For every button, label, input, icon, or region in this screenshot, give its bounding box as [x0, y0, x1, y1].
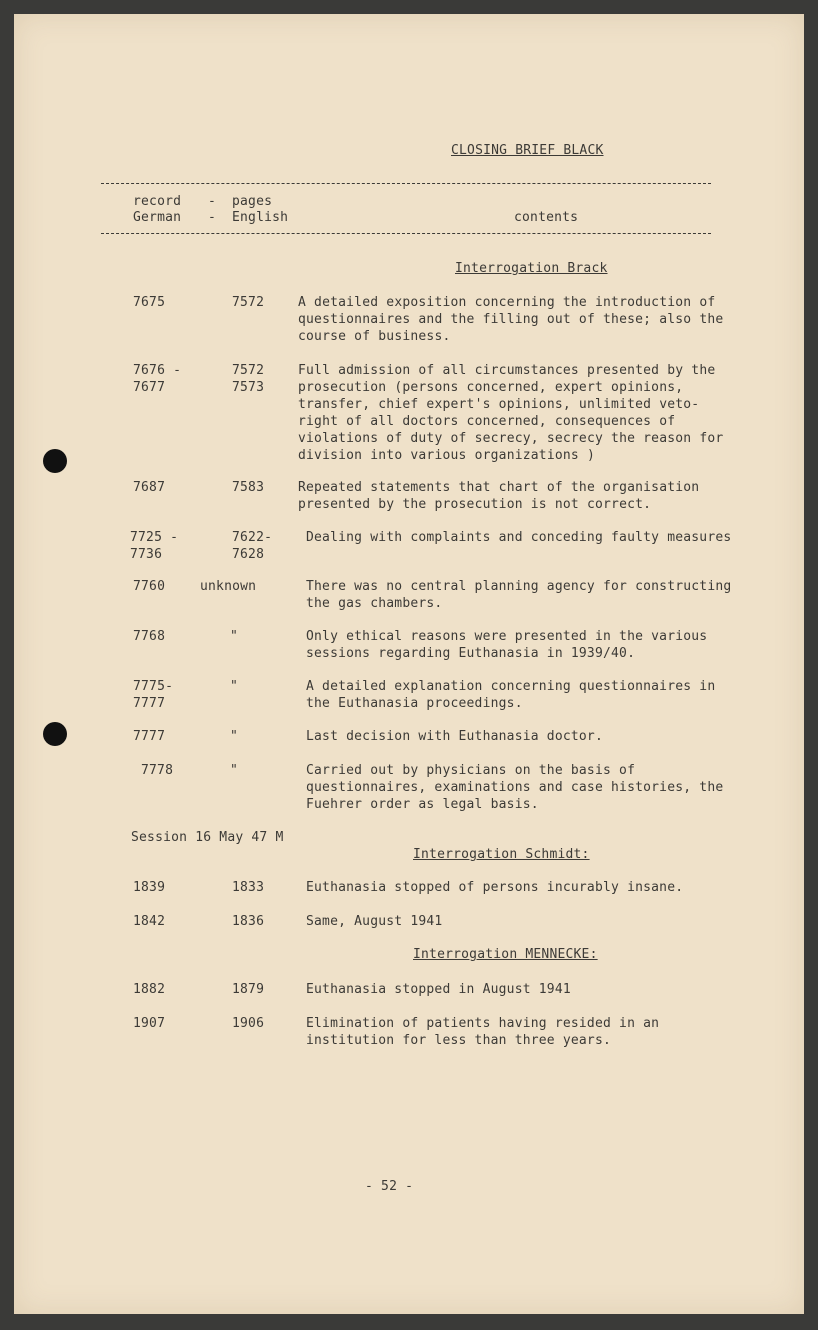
- document-title: CLOSING BRIEF BLACK: [451, 143, 604, 158]
- entry-description: Last decision with Euthanasia doctor.: [306, 729, 603, 744]
- entry-description: Carried out by physicians on the basis of questionnaires, examinations and case histories, the Fuehrer order as legal basis.: [306, 763, 724, 812]
- entry-description: Only ethical reasons were presented in the various sessions regarding Euthanasia in 1939/40.: [306, 629, 708, 661]
- section-heading-brack: Interrogation Brack: [455, 261, 608, 276]
- entry-german-page: 7778: [141, 763, 174, 778]
- entry-german-page: 7777: [133, 729, 166, 744]
- header-separator: -: [208, 194, 217, 209]
- entry-english-page: 1906: [232, 1016, 265, 1031]
- header-pages-label: pages: [232, 194, 273, 209]
- entry-description: A detailed exposition concerning the introduction of questionnaires and the filling out of these; also the course of business.: [298, 295, 724, 344]
- entry-description: Same, August 1941: [306, 914, 443, 929]
- entry-german-page: 7775- 7777: [133, 679, 174, 711]
- entry-english-page: 7572 7573: [232, 363, 265, 395]
- entry-english-page: 1836: [232, 914, 265, 929]
- entry-description: Euthanasia stopped in August 1941: [306, 982, 571, 997]
- punch-hole: [43, 449, 67, 473]
- entry-english-page: ": [230, 729, 239, 744]
- entry-english-page: ": [230, 629, 239, 644]
- entry-english-page: 1879: [232, 982, 265, 997]
- entry-description: Repeated statements that chart of the organisation presented by the prosecution is not correct.: [298, 480, 700, 512]
- entry-description: Elimination of patients having resided in an institution for less than three years.: [306, 1016, 660, 1048]
- header-pages-sub: English: [232, 210, 289, 225]
- entry-german-page: 7687: [133, 480, 166, 495]
- entry-german-page: 7675: [133, 295, 166, 310]
- entry-description: Euthanasia stopped of persons incurably insane.: [306, 880, 684, 895]
- entry-english-page: ": [230, 679, 239, 694]
- entry-english-page: 7622- 7628: [232, 530, 273, 562]
- entry-german-page: 1839: [133, 880, 166, 895]
- header-record-label: record: [133, 194, 182, 209]
- entry-description: There was no central planning agency for constructing the gas chambers.: [306, 579, 732, 611]
- entry-german-page: 1907: [133, 1016, 166, 1031]
- entry-german-page: 7760: [133, 579, 166, 594]
- header-record-sub: German: [133, 210, 182, 225]
- entry-english-page: ": [230, 763, 239, 778]
- entry-english-page: unknown: [200, 579, 257, 594]
- section-heading-schmidt: Interrogation Schmidt:: [413, 847, 590, 862]
- entry-german-page: 7768: [133, 629, 166, 644]
- punch-hole: [43, 722, 67, 746]
- entry-german-page: 7676 - 7677: [133, 363, 182, 395]
- entry-description: Dealing with complaints and conceding faulty measures: [306, 530, 732, 545]
- entry-english-page: 7572: [232, 295, 265, 310]
- entry-english-page: 7583: [232, 480, 265, 495]
- header-contents-label: contents: [514, 210, 579, 225]
- entry-german-page: 1882: [133, 982, 166, 997]
- entry-german-page: 1842: [133, 914, 166, 929]
- session-note: Session 16 May 47 M: [131, 830, 284, 845]
- header-separator: -: [208, 210, 217, 225]
- section-heading-mennecke: Interrogation MENNECKE:: [413, 947, 598, 962]
- page-number: - 52 -: [365, 1179, 414, 1194]
- entry-description: Full admission of all circumstances presented by the prosecution (persons concerned, expert opinions, transfer, chief expert's opinions, unlimited veto-right of all doctors concerned, consequences of violations of duty of secrecy, secrecy the reason for division into various organizations ): [298, 363, 724, 463]
- entry-german-page: 7725 - 7736: [130, 530, 179, 562]
- divider: [101, 183, 711, 184]
- entry-description: A detailed explanation concerning questionnaires in the Euthanasia proceedings.: [306, 679, 716, 711]
- entry-english-page: 1833: [232, 880, 265, 895]
- divider: [101, 233, 711, 234]
